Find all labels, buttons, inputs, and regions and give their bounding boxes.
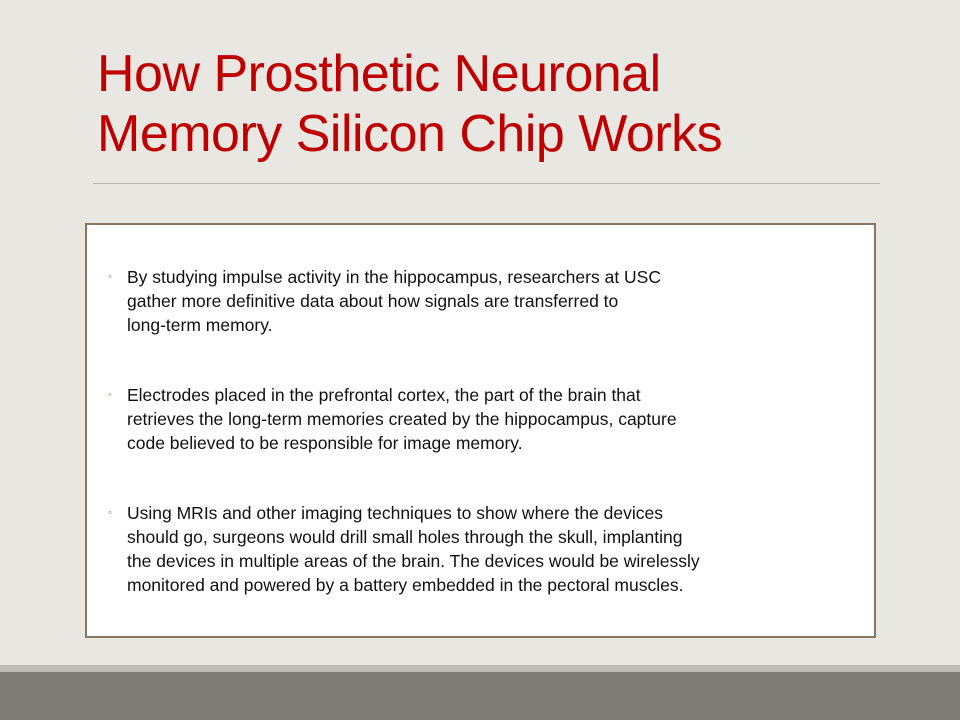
bullet-text [127, 265, 865, 337]
bullet-list [105, 265, 865, 597]
slide-title [97, 44, 897, 164]
footer-accent-band [0, 665, 960, 672]
bullet-line: long-term memory. [127, 315, 273, 335]
bullet-circle-icon: ◦ [108, 507, 112, 519]
bullet-item-3 [105, 501, 865, 597]
bullet-line: By studying impulse activity in the hippocampus, researchers at USC [127, 267, 661, 287]
bullet-line: Using MRIs and other imaging techniques to show where the devices [127, 503, 663, 523]
title-divider [93, 183, 880, 184]
bullet-circle-icon: ◦ [108, 389, 112, 401]
bullet-item-1 [105, 265, 865, 337]
bullet-text [127, 501, 865, 597]
title-line-2: Memory Silicon Chip Works [97, 105, 723, 163]
content-box [85, 223, 876, 638]
bullet-line: gather more definitive data about how signals are transferred to [127, 291, 619, 311]
bullet-line: Electrodes placed in the prefrontal cortex, the part of the brain that [127, 385, 641, 405]
bullet-line: monitored and powered by a battery embedded in the pectoral muscles. [127, 575, 684, 595]
bullet-text [127, 383, 865, 455]
bullet-circle-icon: ◦ [108, 271, 112, 283]
bullet-line: the devices in multiple areas of the brain. The devices would be wirelessly [127, 551, 700, 571]
bullet-line: retrieves the long-term memories created by the hippocampus, capture [127, 409, 677, 429]
footer-band [0, 672, 960, 720]
bullet-item-2 [105, 383, 865, 455]
bullet-line: code believed to be responsible for image memory. [127, 433, 523, 453]
title-line-1: How Prosthetic Neuronal [97, 45, 661, 103]
bullet-line: should go, surgeons would drill small holes through the skull, implanting [127, 527, 683, 547]
